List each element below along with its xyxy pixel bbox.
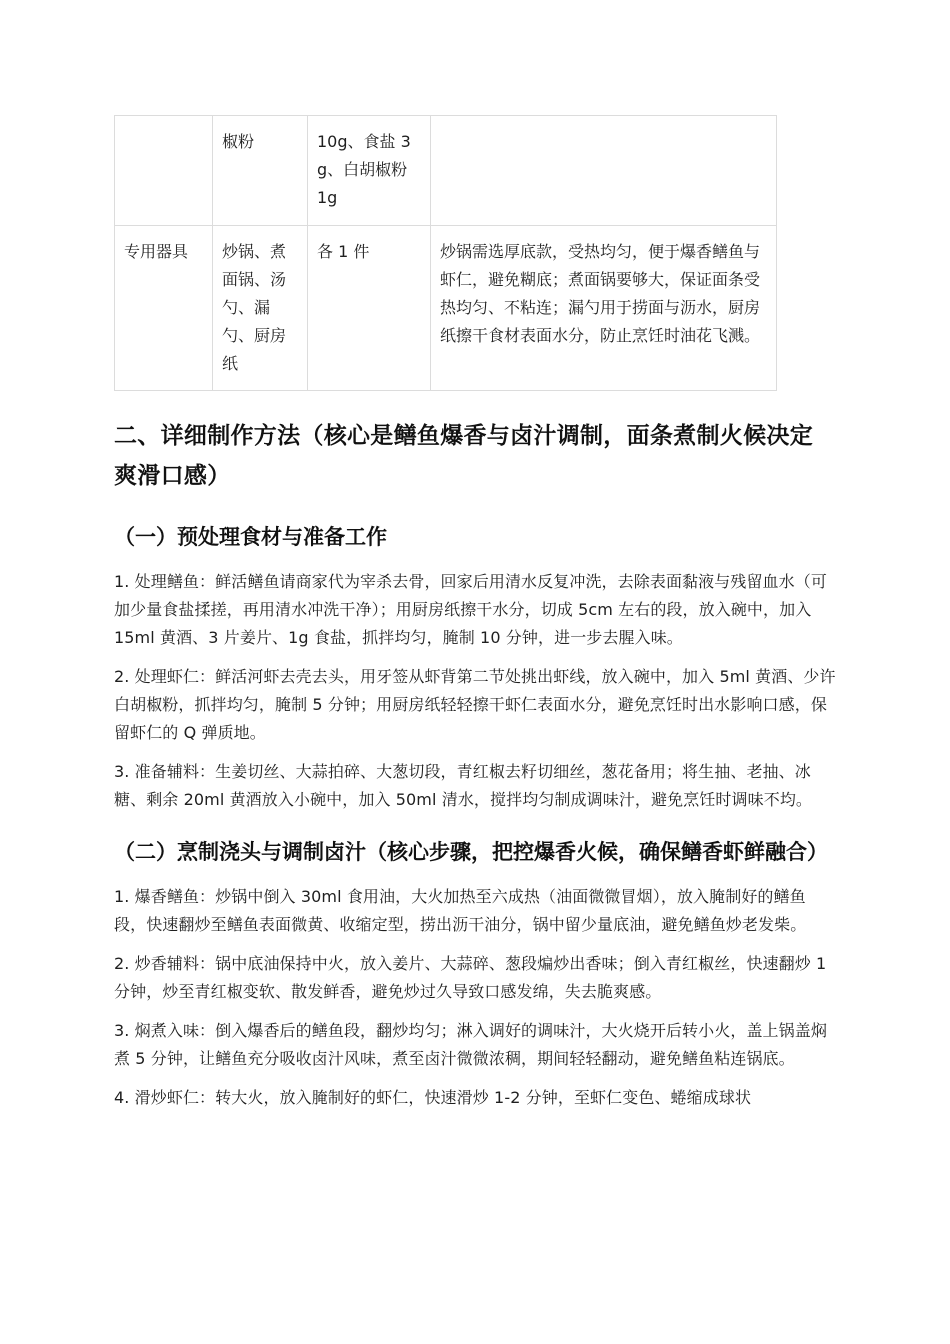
table-cell-items: 炒锅、煮面锅、汤勺、漏勺、厨房纸	[213, 226, 308, 391]
method-section	[114, 416, 836, 1123]
step-paragraph: 4. 滑炒虾仁：转大火，放入腌制好的虾仁，快速滑炒 1-2 分钟，至虾仁变色、蜷缩成球状	[114, 1088, 752, 1107]
subsection-title-prep: （一）预处理食材与准备工作	[114, 525, 387, 549]
step-paragraph: 1. 爆香鳝鱼：炒锅中倒入 30ml 食用油，大火加热至六成热（油面微微冒烟），放入腌制好的鳝鱼段，快速翻炒至鳝鱼表面微黄、收缩定型，捞出沥干油分，锅中留少量底油，避免鳝鱼炒老发柴。	[114, 887, 807, 934]
step-paragraph: 3. 准备辅料：生姜切丝、大蒜拍碎、大葱切段，青红椒去籽切细丝，葱花备用；将生抽、老抽、冰糖、剩余 20ml 黄酒放入小碗中，加入 50ml 清水，搅拌均匀制成调味汁，避免烹饪时调味不均。	[114, 762, 813, 809]
step-paragraph: 3. 焖煮入味：倒入爆香后的鳝鱼段，翻炒均匀；淋入调好的调味汁，大火烧开后转小火，盖上锅盖焖煮 5 分钟，让鳝鱼充分吸收卤汁风味，煮至卤汁微微浓稠，期间轻轻翻动，避免鳝鱼粘连锅底。	[114, 1021, 827, 1068]
ingredients-table	[114, 115, 777, 391]
step-paragraph: 2. 处理虾仁：鲜活河虾去壳去头，用牙签从虾背第二节处挑出虾线，放入碗中，加入 5ml 黄酒、少许白胡椒粉，抓拌均匀，腌制 5 分钟；用厨房纸轻轻擦干虾仁表面水分，避免烹饪时出水影响口感，保留虾仁的 Q 弹质地。	[114, 667, 836, 742]
step-paragraph: 1. 处理鳝鱼：鲜活鳝鱼请商家代为宰杀去骨，回家后用清水反复冲洗，去除表面黏液与残留血水（可加少量食盐揉搓，再用清水冲洗干净）；用厨房纸擦干水分，切成 5cm 左右的段，放入碗中，加入 15ml 黄酒、3 片姜片、1g 食盐，抓拌均匀，腌制 10 分钟，进一步去腥入味。	[114, 572, 827, 647]
table-row	[115, 226, 777, 391]
table-cell-items: 椒粉	[213, 116, 308, 226]
table-cell-notes	[431, 116, 777, 226]
step-paragraph: 2. 炒香辅料：锅中底油保持中火，放入姜片、大蒜碎、葱段煸炒出香味；倒入青红椒丝，快速翻炒 1 分钟，炒至青红椒变软、散发鲜香，避免炒过久导致口感发绵，失去脆爽感。	[114, 954, 827, 1001]
table-cell-amount: 10g、食盐 3g、白胡椒粉 1g	[308, 116, 431, 226]
table-cell-category	[115, 116, 213, 226]
section-title: 二、详细制作方法（核心是鳝鱼爆香与卤汁调制，面条煮制火候决定爽滑口感）	[114, 423, 813, 489]
table-cell-notes: 炒锅需选厚底款，受热均匀，便于爆香鳝鱼与虾仁，避免糊底；煮面锅要够大，保证面条受热均匀、不粘连；漏勺用于捞面与沥水，厨房纸擦干食材表面水分，防止烹饪时油花飞溅。	[431, 226, 777, 391]
subsection-title-cooking: （二）烹制浇头与调制卤汁（核心步骤，把控爆香火候，确保鳝香虾鲜融合）	[114, 840, 828, 864]
table-cell-category: 专用器具	[115, 226, 213, 391]
table-cell-amount: 各 1 件	[308, 226, 431, 391]
table-row	[115, 116, 777, 226]
